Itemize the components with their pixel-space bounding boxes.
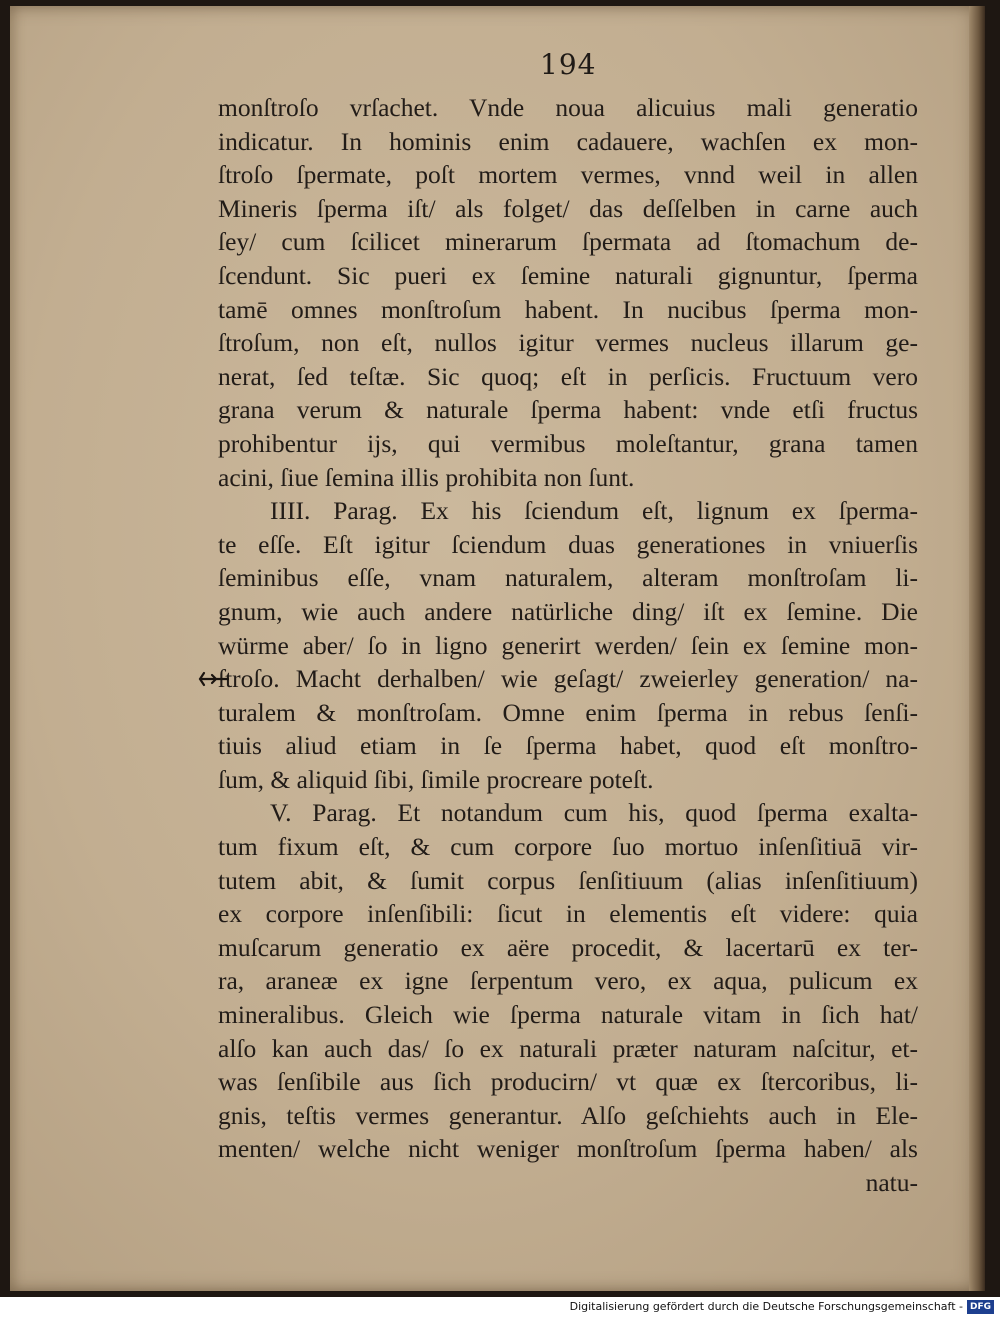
page-text xyxy=(218,91,918,1200)
text-line: muſcarum generatio ex aëre procedit, & lacertarū ex ter- xyxy=(218,932,918,962)
text-line: ra, araneæ ex igne ſerpentum vero, ex aqua, pulicum ex xyxy=(218,966,918,996)
text-line: ſcendunt. Sic pueri ex ſemine naturali gignuntur, ſperma xyxy=(218,260,918,290)
margin-pointer-mark xyxy=(198,667,232,691)
page-edge xyxy=(969,6,985,1291)
text-line: Mineris ſperma iſt/ als folget/ das deſſelben in carne auch xyxy=(218,193,918,223)
text-line: tamē omnes monſtroſum habent. In nucibus ſperma mon- xyxy=(218,294,918,324)
text-line: ſtroſo ſpermate, poſt mortem vermes, vnnd weil in allen xyxy=(218,160,918,190)
text-line: menten/ welche nicht weniger monſtroſum ſperma haben/ als xyxy=(218,1134,918,1164)
text-line: ex corpore inſenſibili: ſicut in elementis eſt videre: quia xyxy=(218,899,918,929)
text-line: tiuis aliud etiam in ſe ſperma habet, quod eſt monſtro- xyxy=(218,731,918,761)
text-line: gnum, wie auch andere natürliche ding/ iſt ex ſemine. Die xyxy=(218,596,918,626)
page-number: 194 xyxy=(540,48,597,81)
text-line: grana verum & naturale ſperma habent: vnde etſi fructus xyxy=(218,395,918,425)
text-line: mineralibus. Gleich wie ſperma naturale vitam in ſich hat/ xyxy=(218,1000,918,1030)
text-line: nerat, ſed teſtæ. Sic quoq; eſt in perſicis. Fructuum vero xyxy=(218,361,918,391)
text-line: tutem abit, & ſumit corpus ſenſitiuum (alias inſenſitiuum) xyxy=(218,865,918,895)
text-line: ſtroſum, non eſt, nullos igitur vermes nucleus illarum ge- xyxy=(218,328,918,358)
text-line: turalem & monſtroſam. Omne enim ſperma in rebus ſenſi- xyxy=(218,697,918,727)
digitization-credit xyxy=(570,1299,994,1315)
text-line: würme aber/ ſo in ligno generirt werden/ ſein ex ſemine mon- xyxy=(218,630,918,660)
text-line: gnis, teſtis vermes generantur. Alſo geſchiehts auch in Ele- xyxy=(218,1100,918,1130)
text-line: monſtroſo vrſachet. Vnde noua alicuius mali generatio xyxy=(218,93,918,122)
text-line: natu- xyxy=(865,1168,918,1197)
text-line: IIII. Parag. Ex his ſciendum eſt, lignum ex ſperma- xyxy=(270,496,918,526)
text-line: ſeminibus eſſe, vnam naturalem, alteram monſtroſam li- xyxy=(218,563,918,593)
text-line: tum fixum eſt, & cum corpore ſuo mortuo inſenſitiuā vir- xyxy=(218,832,918,862)
text-line: prohibentur ijs, qui vermibus moleſtantur, grana tamen xyxy=(218,428,918,458)
text-line: V. Parag. Et notandum cum his, quod ſperma exalta- xyxy=(270,798,918,828)
text-line: alſo kan auch das/ ſo ex naturali præter naturam naſcitur, et- xyxy=(218,1033,918,1063)
credit-text: Digitalisierung gefördert durch die Deutsche Forschungsgemeinschaft - xyxy=(569,1300,963,1313)
text-line: indicatur. In hominis enim cadauere, wachſen ex mon- xyxy=(218,126,918,156)
text-line: ſey/ cum ſcilicet minerarum ſpermata ad ſtomachum de- xyxy=(218,227,918,257)
text-line: te eſſe. Eſt igitur ſciendum duas generationes in vniuerſis xyxy=(218,529,918,559)
text-line: was ſenſibile aus ſich producirn/ vt quæ ex ſtercoribus, li- xyxy=(218,1067,918,1097)
text-line: acini, ſiue ſemina illis prohibita non ſunt. xyxy=(218,462,635,492)
text-line: ſtroſo. Macht derhalben/ wie geſagt/ zweierley generation/ na- xyxy=(218,664,918,694)
dfg-logo: DFG xyxy=(967,1300,994,1314)
text-line: ſum, & aliquid ſibi, ſimile procreare poteſt. xyxy=(218,764,654,794)
